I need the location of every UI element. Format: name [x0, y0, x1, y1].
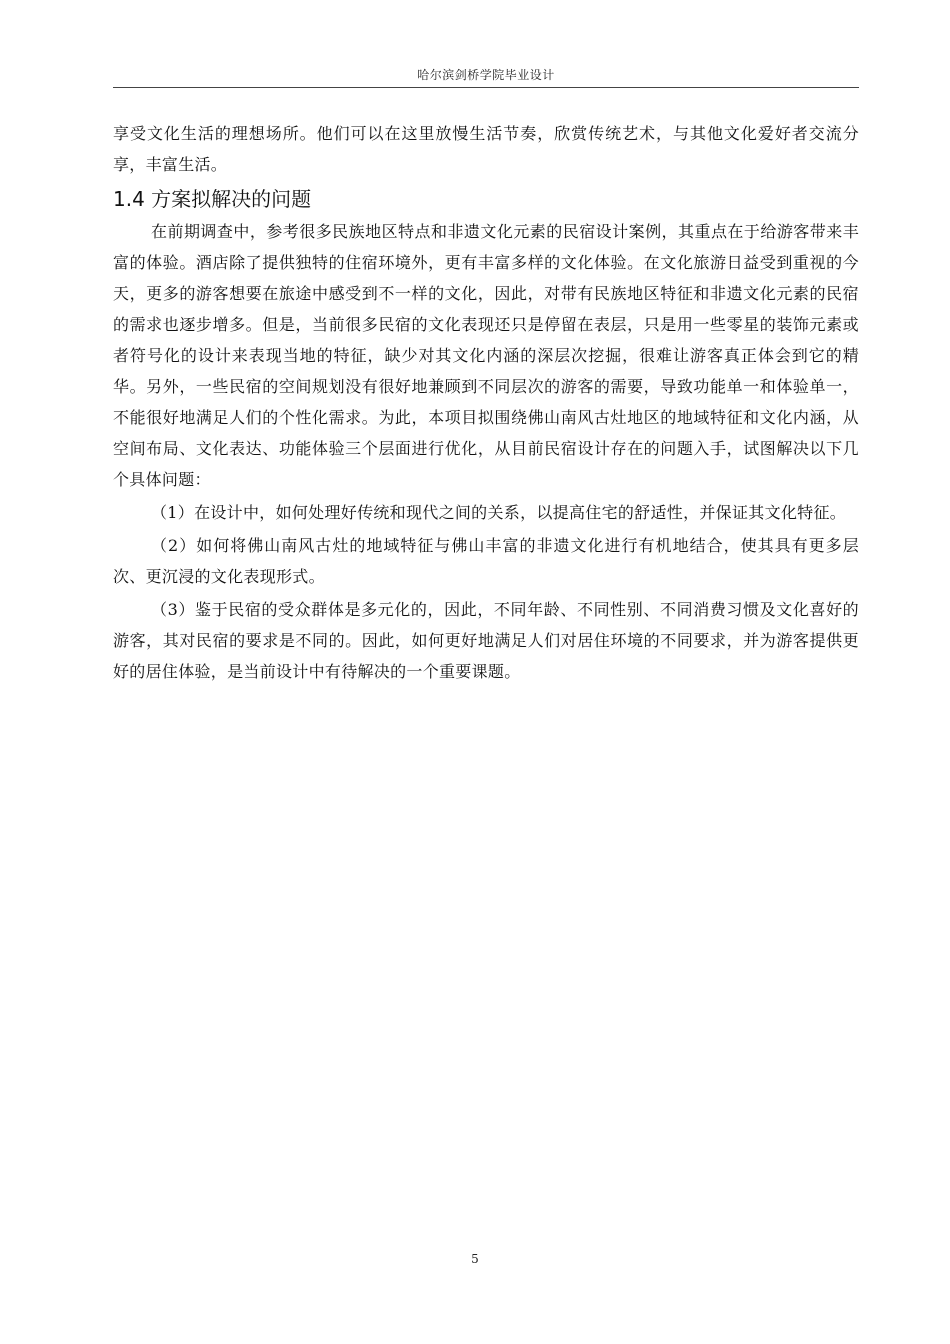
list-item-1: （1）在设计中，如何处理好传统和现代之间的关系，以提高住宅的舒适性，并保证其文化特征。 [151, 503, 847, 522]
intro-paragraph: 享受文化生活的理想场所。他们可以在这里放慢生活节奏，欣赏传统艺术，与其他文化爱好者交流分享，丰富生活。 [113, 124, 859, 174]
main-paragraph: 在前期调查中，参考很多民族地区特点和非遗文化元素的民宿设计案例，其重点在于给游客带来丰富的体验。酒店除了提供独特的住宿环境外，更有丰富多样的文化体验。在文化旅游日益受到重视的今天，更多的游客想要在旅途中感受到不一样的文化，因此，对带有民族地区特征和非遗文化元素的民宿的需求也逐步增多。但是，当前很多民宿的文化表现还只是停留在表层，只是用一些零星的装饰元素或者符号化的设计来表现当地的特征，缺少对其文化内涵的深层次挖掘，很难让游客真正体会到它的精华。另外，一些民宿的空间规划没有很好地兼顾到不同层次的游客的需要，导致功能单一和体验单一，不能很好地满足人们的个性化需求。为此，本项目拟围绕佛山南风古灶地区的地域特征和文化内涵，从空间布局、文化表达、功能体验三个层面进行优化，从目前民宿设计存在的问题入手，试图解决以下几个具体问题： [113, 222, 859, 489]
section-heading: 1.4 方案拟解决的问题 [113, 187, 312, 211]
list-item-3: （3）鉴于民宿的受众群体是多元化的，因此，不同年龄、不同性别、不同消费习惯及文化喜好的游客，其对民宿的要求是不同的。因此，如何更好地满足人们对居住环境的不同要求，并为游客提供更好的居住体验，是当前设计中有待解决的一个重要课题。 [113, 600, 859, 681]
list-item-2: （2）如何将佛山南风古灶的地域特征与佛山丰富的非遗文化进行有机地结合，使其具有更多层次、更沉浸的文化表现形式。 [113, 536, 859, 586]
header-divider [113, 87, 859, 88]
document-body [113, 118, 859, 687]
running-header: 哈尔滨剑桥学院毕业设计 [417, 68, 555, 82]
page-number: 5 [471, 1252, 479, 1266]
